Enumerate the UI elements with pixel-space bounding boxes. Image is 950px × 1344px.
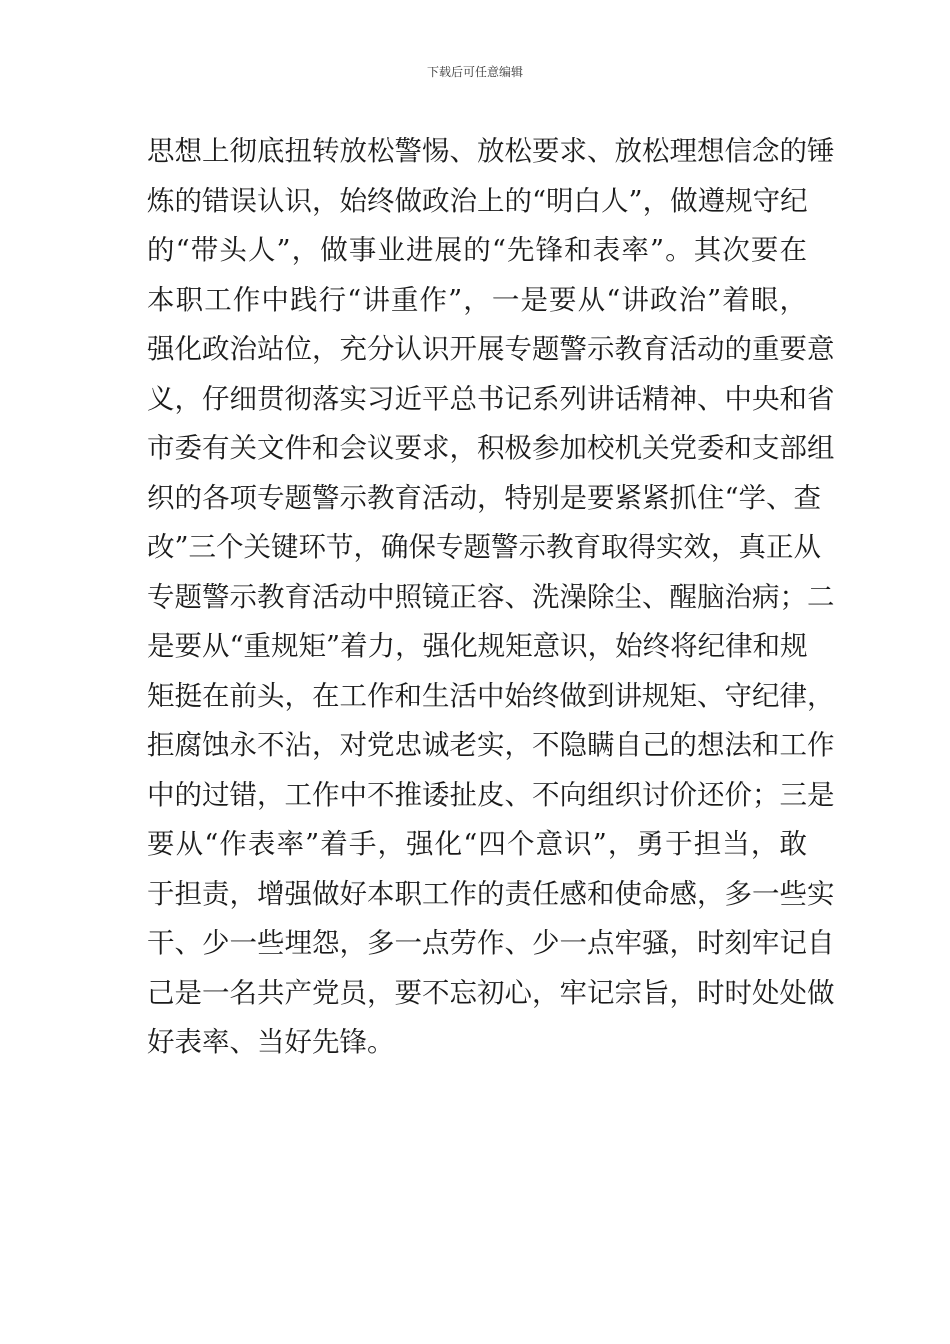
text-line: 思想上彻底扭转放松警惕、放松要求、放松理想信念的锤 bbox=[147, 135, 835, 167]
text-line: 要从“作表率”着手，强化“四个意识”，勇于担当，敢 bbox=[147, 828, 807, 860]
body-paragraph bbox=[147, 127, 835, 1068]
text-line: 矩挺在前头，在工作和生活中始终做到讲规矩、守纪律， bbox=[147, 679, 835, 712]
text-line: 中的过错，工作中不推诿扯皮、不向组织讨价还价；三是 bbox=[147, 778, 835, 811]
text-line: 干、少一些埋怨，多一点劳作、少一点牢骚，时刻牢记自 bbox=[147, 927, 835, 959]
text-line: 好表率、当好先锋。 bbox=[147, 1026, 395, 1058]
text-line: 专题警示教育活动中照镜正容、洗澡除尘、醒脑治病；二 bbox=[147, 580, 835, 613]
text-line: 强化政治站位，充分认识开展专题警示教育活动的重要意 bbox=[147, 333, 835, 365]
page-header: 下载后可任意编辑 bbox=[426, 65, 523, 79]
text-line: 己是一名共产党员，要不忘初心，牢记宗旨，时时处处做 bbox=[147, 976, 835, 1009]
text-line: 义，仔细贯彻落实习近平总书记系列讲话精神、中央和省 bbox=[147, 382, 835, 415]
text-line: 拒腐蚀永不沾，对党忠诚老实，不隐瞒自己的想法和工作 bbox=[147, 729, 835, 761]
text-line: 是要从“重规矩”着力，强化规矩意识，始终将纪律和规 bbox=[147, 630, 808, 662]
text-line: 炼的错误认识，始终做政治上的“明白人”，做遵规守纪 bbox=[147, 184, 808, 217]
text-line: 织的各项专题警示教育活动，特别是要紧紧抓住“学、查 bbox=[147, 481, 822, 514]
text-line: 市委有关文件和会议要求，积极参加校机关党委和支部组 bbox=[147, 432, 835, 464]
text-line: 本职工作中践行“讲重作”，一是要从“讲政治”着眼， bbox=[147, 283, 807, 316]
text-line: 于担责，增强做好本职工作的责任感和使命感，多一些实 bbox=[147, 877, 835, 910]
text-line: 改”三个关键环节，确保专题警示教育取得实效，真正从 bbox=[147, 531, 822, 563]
text-line: 的“带头人”，做事业进展的“先锋和表率”。其次要在 bbox=[147, 234, 807, 266]
